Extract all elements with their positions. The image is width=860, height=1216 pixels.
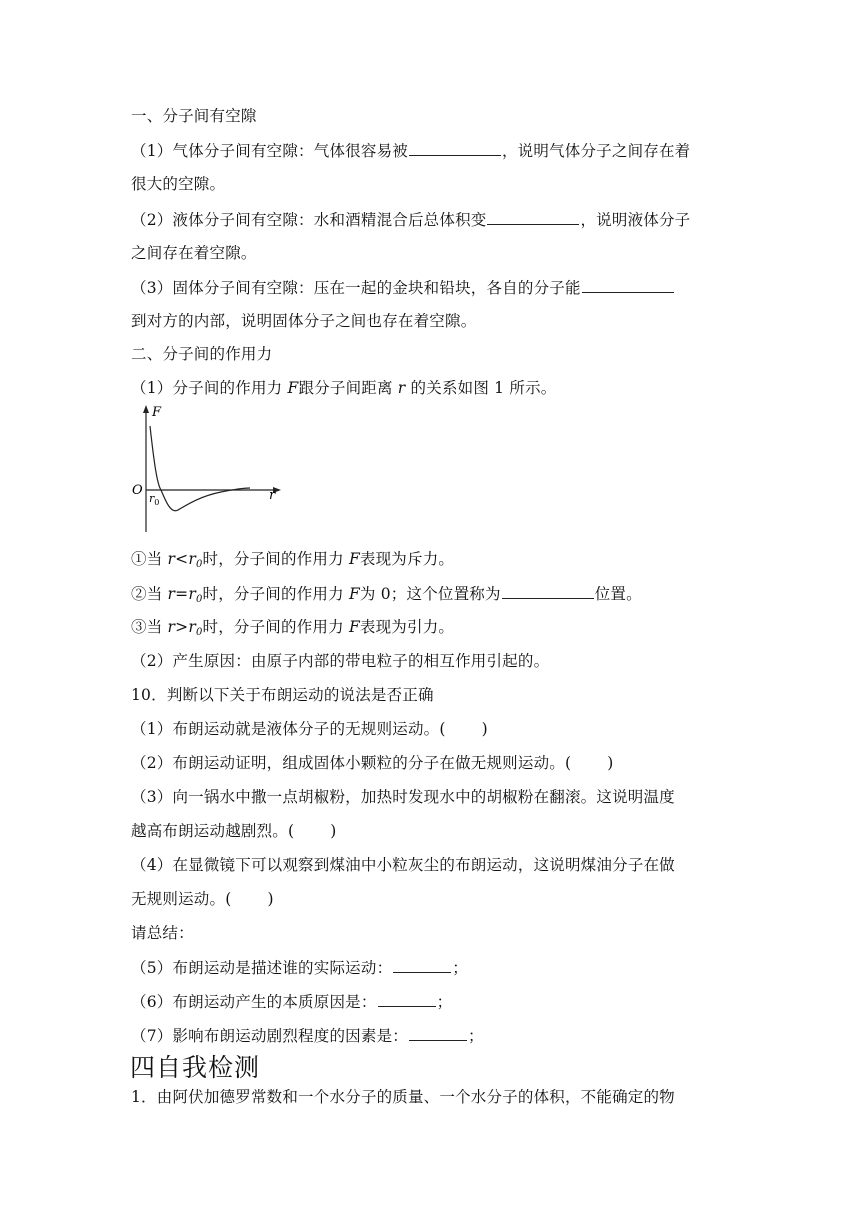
var-r: r: [397, 379, 406, 397]
section2-title: 二、分子间的作用力: [131, 345, 273, 363]
q10-s1: [131, 719, 488, 739]
fill-blank[interactable]: [409, 140, 501, 156]
q10-s4-line1: （4）在显微镜下可以观察到煤油中小粒灰尘的布朗运动，这说明煤油分子在做: [131, 856, 675, 874]
fill-blank[interactable]: [582, 277, 674, 293]
fill-blank[interactable]: [409, 1025, 467, 1041]
text: 无规则运动。(: [131, 890, 232, 908]
text: （1）布朗运动就是液体分子的无规则运动。(: [131, 720, 446, 738]
fill-blank[interactable]: [487, 209, 579, 225]
cond: r<r: [167, 550, 196, 568]
text: （7）影响布朗运动剧烈程度的因素是：: [131, 1027, 408, 1045]
r0-label: [149, 492, 159, 507]
force-distance-figure: [126, 402, 286, 534]
var-F: F: [348, 618, 360, 636]
text: 越高布朗运动越剧烈。(: [131, 822, 295, 840]
fill-blank[interactable]: [393, 957, 451, 973]
r0-sub: 0: [154, 498, 160, 507]
condition-3: [131, 617, 454, 643]
section1-title: 一、分子间有空隙: [131, 107, 257, 125]
cond: r=r: [167, 585, 196, 603]
q10-title: 10．判断以下关于布朗运动的说法是否正确: [131, 686, 434, 704]
text: ): [330, 822, 337, 840]
text: 为 0；这个位置称为: [359, 585, 501, 603]
text: ②当: [131, 585, 168, 603]
text: （5）布朗运动是描述谁的实际运动：: [131, 959, 393, 977]
section1-item2-line1: [131, 209, 690, 230]
part4-heading: 四自我检测: [130, 1053, 261, 1082]
sub: 0: [195, 559, 203, 570]
text: 的关系如图 1 所示。: [405, 379, 557, 397]
force-curve: [150, 426, 250, 511]
item3-text-a: （3）固体分子间有空隙：压在一起的金块和铅块，各自的分子能: [131, 279, 581, 297]
text: ): [267, 890, 274, 908]
item1-text-a: （1）气体分子间有空隙：气体很容易被: [131, 142, 408, 160]
q10-s7: [131, 1025, 484, 1046]
text: 时，分子间的作用力: [202, 585, 349, 603]
text: 时，分子间的作用力: [202, 550, 349, 568]
text: ): [607, 754, 614, 772]
text: ；: [436, 993, 453, 1011]
text: ；: [452, 959, 468, 977]
part4-q1: 1．由阿伏加德罗常数和一个水分子的质量、一个水分子的体积，不能确定的物: [131, 1088, 675, 1106]
condition-1: [131, 549, 454, 575]
section2-item2: （2）产生原因：由原子内部的带电粒子的相互作用引起的。: [131, 652, 550, 670]
item2-text-b: ，说明液体分子: [580, 211, 691, 229]
section2-item1: [131, 378, 556, 398]
y-axis-label: F: [152, 405, 162, 420]
fill-blank[interactable]: [378, 991, 436, 1007]
section1-item1-line2: 很大的空隙。: [131, 175, 226, 193]
section1-item2-line2: 之间存在着空隙。: [131, 244, 257, 262]
section1-item1-line1: [131, 140, 690, 161]
origin-label: O: [132, 483, 143, 498]
q10-s3-line2: [131, 821, 337, 841]
q10-s4-line2: [131, 889, 274, 909]
fill-blank[interactable]: [502, 583, 594, 599]
text: 跟分子间距离: [298, 379, 398, 397]
var-F: F: [287, 379, 299, 397]
text: （1）分子间的作用力: [131, 379, 288, 397]
text: 位置。: [594, 585, 642, 603]
text: 表现为引力。: [359, 618, 455, 636]
q10-s6: [131, 991, 452, 1012]
text: 时，分子间的作用力: [202, 618, 349, 636]
section1-item3-line1: [131, 277, 675, 298]
text: ；: [467, 1027, 484, 1045]
cond: r>r: [167, 618, 196, 636]
var-F: F: [348, 550, 360, 568]
q10-s2: [131, 753, 613, 773]
item1-text-b: ，说明气体分子之间存在着: [501, 142, 691, 160]
r0-r: r: [149, 492, 155, 505]
section1-item3-line2: 到对方的内部，说明固体分子之间也存在着空隙。: [131, 312, 477, 330]
text: 表现为斥力。: [359, 550, 455, 568]
sub: 0: [195, 627, 203, 638]
text: （6）布朗运动产生的本质原因是：: [131, 993, 377, 1011]
item2-text-a: （2）液体分子间有空隙：水和酒精混合后总体积变: [131, 211, 487, 229]
text: ①当: [131, 550, 168, 568]
y-axis-arrow: [143, 405, 149, 413]
text: （2）布朗运动证明，组成固体小颗粒的分子在做无规则运动。(: [131, 754, 572, 772]
x-axis-label: r: [269, 488, 276, 503]
sub: 0: [195, 594, 203, 605]
condition-2: [131, 583, 642, 610]
summary-label: 请总结：: [131, 924, 194, 942]
var-F: F: [348, 585, 360, 603]
q10-s5: [131, 957, 468, 978]
text: ): [481, 720, 488, 738]
q10-s3-line1: （3）向一锅水中撒一点胡椒粉，加热时发现水中的胡椒粉在翻滚。这说明温度: [131, 788, 675, 806]
text: ③当: [131, 618, 168, 636]
